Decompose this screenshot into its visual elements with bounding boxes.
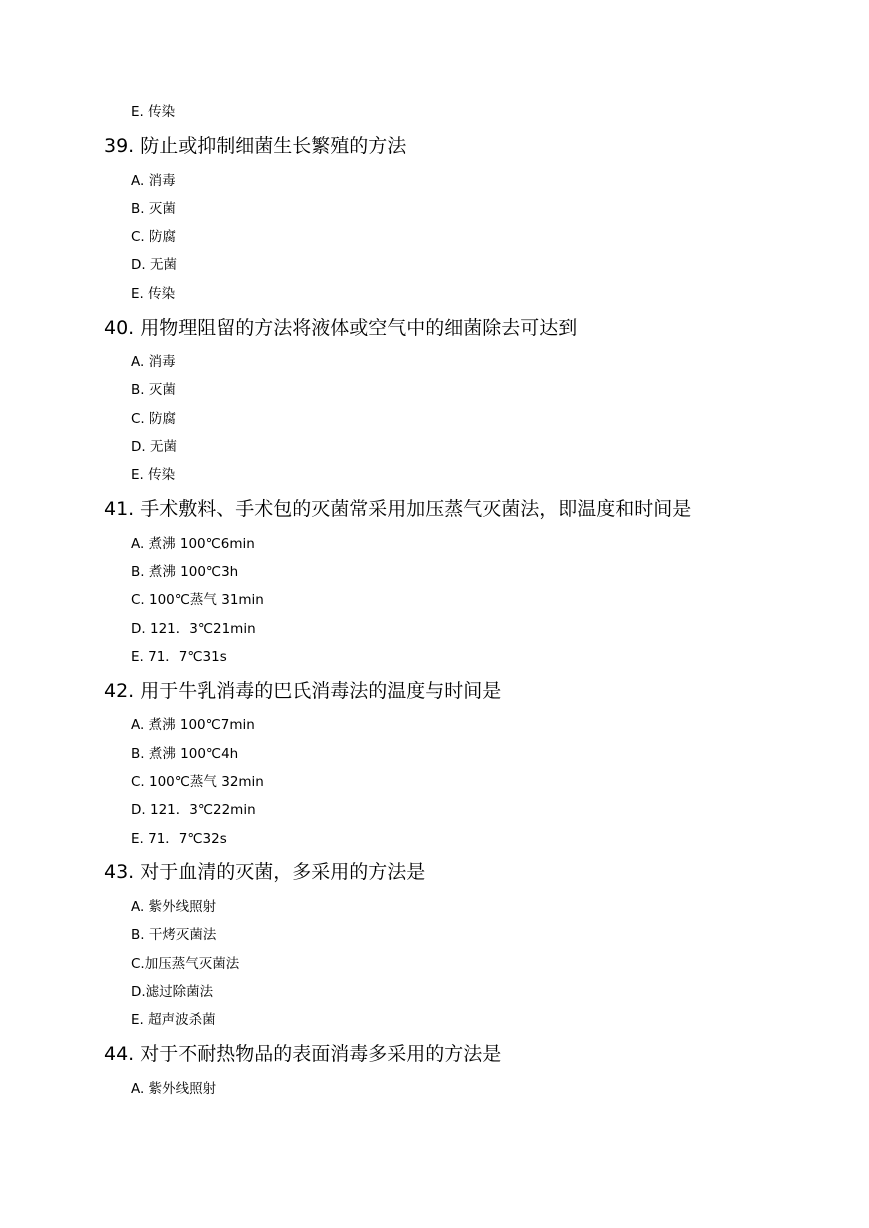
question-43: 43. 对于血清的灭菌，多采用的方法是 bbox=[104, 861, 426, 883]
option-41-a: A. 煮沸 100℃6min bbox=[131, 536, 255, 552]
option-42-e: E. 71．7℃32s bbox=[131, 831, 227, 847]
option-38-e: E. 传染 bbox=[131, 104, 176, 120]
question-39: 39. 防止或抑制细菌生长繁殖的方法 bbox=[104, 135, 407, 157]
option-43-a: A. 紫外线照射 bbox=[131, 899, 217, 915]
option-39-e: E. 传染 bbox=[131, 286, 176, 302]
option-40-a: A. 消毒 bbox=[131, 354, 176, 370]
option-44-a: A. 紫外线照射 bbox=[131, 1081, 217, 1097]
option-40-b: B. 灭菌 bbox=[131, 382, 176, 398]
option-43-e: E. 超声波杀菌 bbox=[131, 1012, 216, 1028]
option-43-d: D.滤过除菌法 bbox=[131, 984, 214, 1000]
option-43-c: C.加压蒸气灭菌法 bbox=[131, 956, 240, 972]
option-42-c: C. 100℃蒸气 32min bbox=[131, 774, 264, 790]
option-40-c: C. 防腐 bbox=[131, 411, 177, 427]
option-42-a: A. 煮沸 100℃7min bbox=[131, 717, 255, 733]
question-42: 42. 用于牛乳消毒的巴氏消毒法的温度与时间是 bbox=[104, 680, 502, 702]
option-39-a: A. 消毒 bbox=[131, 173, 176, 189]
option-39-b: B. 灭菌 bbox=[131, 201, 176, 217]
option-40-e: E. 传染 bbox=[131, 467, 176, 483]
option-41-c: C. 100℃蒸气 31min bbox=[131, 592, 264, 608]
option-43-b: B. 干烤灭菌法 bbox=[131, 927, 217, 943]
option-41-b: B. 煮沸 100℃3h bbox=[131, 564, 239, 580]
question-40: 40. 用物理阻留的方法将液体或空气中的细菌除去可达到 bbox=[104, 317, 578, 339]
option-39-c: C. 防腐 bbox=[131, 229, 177, 245]
question-41: 41. 手术敷料、手术包的灭菌常采用加压蒸气灭菌法，即温度和时间是 bbox=[104, 498, 692, 520]
option-39-d: D. 无菌 bbox=[131, 257, 177, 273]
option-41-d: D. 121．3℃21min bbox=[131, 621, 256, 637]
option-42-d: D. 121．3℃22min bbox=[131, 802, 256, 818]
option-40-d: D. 无菌 bbox=[131, 439, 177, 455]
question-44: 44. 对于不耐热物品的表面消毒多采用的方法是 bbox=[104, 1043, 502, 1065]
option-42-b: B. 煮沸 100℃4h bbox=[131, 746, 239, 762]
option-41-e: E. 71．7℃31s bbox=[131, 649, 227, 665]
